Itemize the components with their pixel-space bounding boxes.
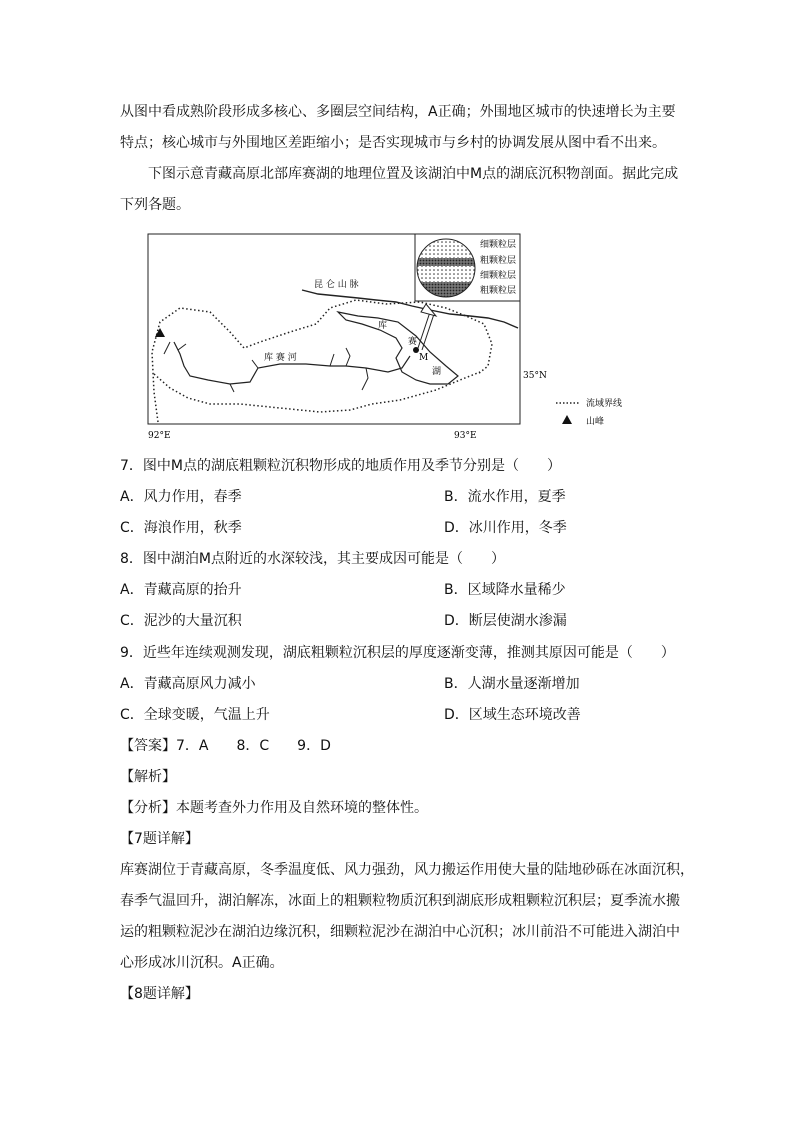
question-9-option-b: B．人湖水量逐渐增加 <box>444 676 580 692</box>
detail-7-line-2: 春季气温回升，湖泊解冻，冰面上的粗颗粒物质沉积到湖底形成粗颗粒沉积层；夏季流水搬 <box>120 893 680 909</box>
lon-left-label: 92°E <box>148 431 171 441</box>
analysis-heading: 【解析】 <box>120 769 176 785</box>
question-7-option-a: A．风力作用，春季 <box>120 489 242 505</box>
mountain-label: 昆 仑 山 脉 <box>314 280 359 290</box>
question-7-option-b: B．流水作用，夏季 <box>444 489 566 505</box>
question-8-stem: 8．图中湖泊M点附近的水深较浅，其主要成因可能是（ ） <box>120 551 505 567</box>
basin-boundary-inner <box>154 372 480 412</box>
detail-7-line-3: 运的粗颗粒泥沙在湖泊边缘沉积，细颗粒泥沙在湖泊中心沉积；冰川前沿不可能进入湖泊中 <box>120 924 680 940</box>
intro-line-1: 从图中看成熟阶段形成多核心、多圈层空间结构，A正确；外围地区城市的快速增长为主要 <box>120 104 676 120</box>
lat-label: 35°N <box>523 371 547 381</box>
inset-layer-2: 粗颗粒层 <box>480 256 517 266</box>
lake-char-2: 赛 <box>408 337 418 347</box>
inset-layer-3: 细颗粒层 <box>480 271 517 281</box>
answer-line: 【答案】7．A 8．C 9．D <box>120 738 331 754</box>
lon-right-label: 93°E <box>454 431 477 441</box>
question-7-option-c: C．海浪作用，秋季 <box>120 520 242 536</box>
kusai-river <box>174 342 410 384</box>
legend-boundary-label: 流域界线 <box>586 399 623 409</box>
question-9-option-d: D．区域生态环境改善 <box>444 707 581 723</box>
question-9-option-c: C．全球变暖，气温上升 <box>120 707 270 723</box>
question-8-option-a: A．青藏高原的抬升 <box>120 582 242 598</box>
detail-7-heading: 【7题详解】 <box>120 831 199 847</box>
question-8-option-c: C．泥沙的大量沉积 <box>120 613 242 629</box>
analysis-summary: 【分析】本题考查外力作用及自然环境的整体性。 <box>120 800 428 816</box>
question-9-option-a: A．青藏高原风力减小 <box>120 676 256 692</box>
detail-7-line-1: 库赛湖位于青藏高原，冬季温度低、风力强劲，风力搬运作用使大量的陆地砂砾在冰面沉积， <box>120 862 694 878</box>
question-stem-line-1: 下图示意青藏高原北部库赛湖的地理位置及该湖泊中M点的湖底沉积物剖面。据此完成 <box>148 166 679 182</box>
question-8-option-d: D．断层使湖水渗漏 <box>444 613 567 629</box>
lake-char-3: 湖 <box>432 367 442 377</box>
question-7-option-d: D．冰川作用，冬季 <box>444 520 567 536</box>
legend-peak-label: 山峰 <box>586 417 605 427</box>
question-8-option-b: B．区域降水量稀少 <box>444 582 566 598</box>
inset-layer-1: 细颗粒层 <box>480 240 517 250</box>
question-9-stem: 9．近些年连续观测发现，湖底粗颗粒沉积层的厚度逐渐变薄，推测其原因可能是（ ） <box>120 645 675 661</box>
question-7-stem: 7．图中M点的湖底粗颗粒沉积物形成的地质作用及季节分别是（ ） <box>120 458 561 474</box>
detail-7-line-4: 心形成冰川沉积。A正确。 <box>120 955 284 971</box>
river-label: 库 赛 河 <box>264 353 297 363</box>
peak-marker <box>155 328 165 337</box>
inset-layer-4: 粗颗粒层 <box>480 286 517 296</box>
detail-8-heading: 【8题详解】 <box>120 986 199 1002</box>
question-stem-line-2: 下列各题。 <box>120 197 190 213</box>
intro-line-2: 特点；核心城市与外围地区差距缩小；是否实现城市与乡村的协调发展从图中看不出来。 <box>120 135 666 151</box>
m-point-label: M <box>419 353 429 363</box>
kusai-lake-map <box>140 232 640 444</box>
legend-peak-icon <box>562 415 572 424</box>
lake-char-1: 库 <box>378 321 388 331</box>
